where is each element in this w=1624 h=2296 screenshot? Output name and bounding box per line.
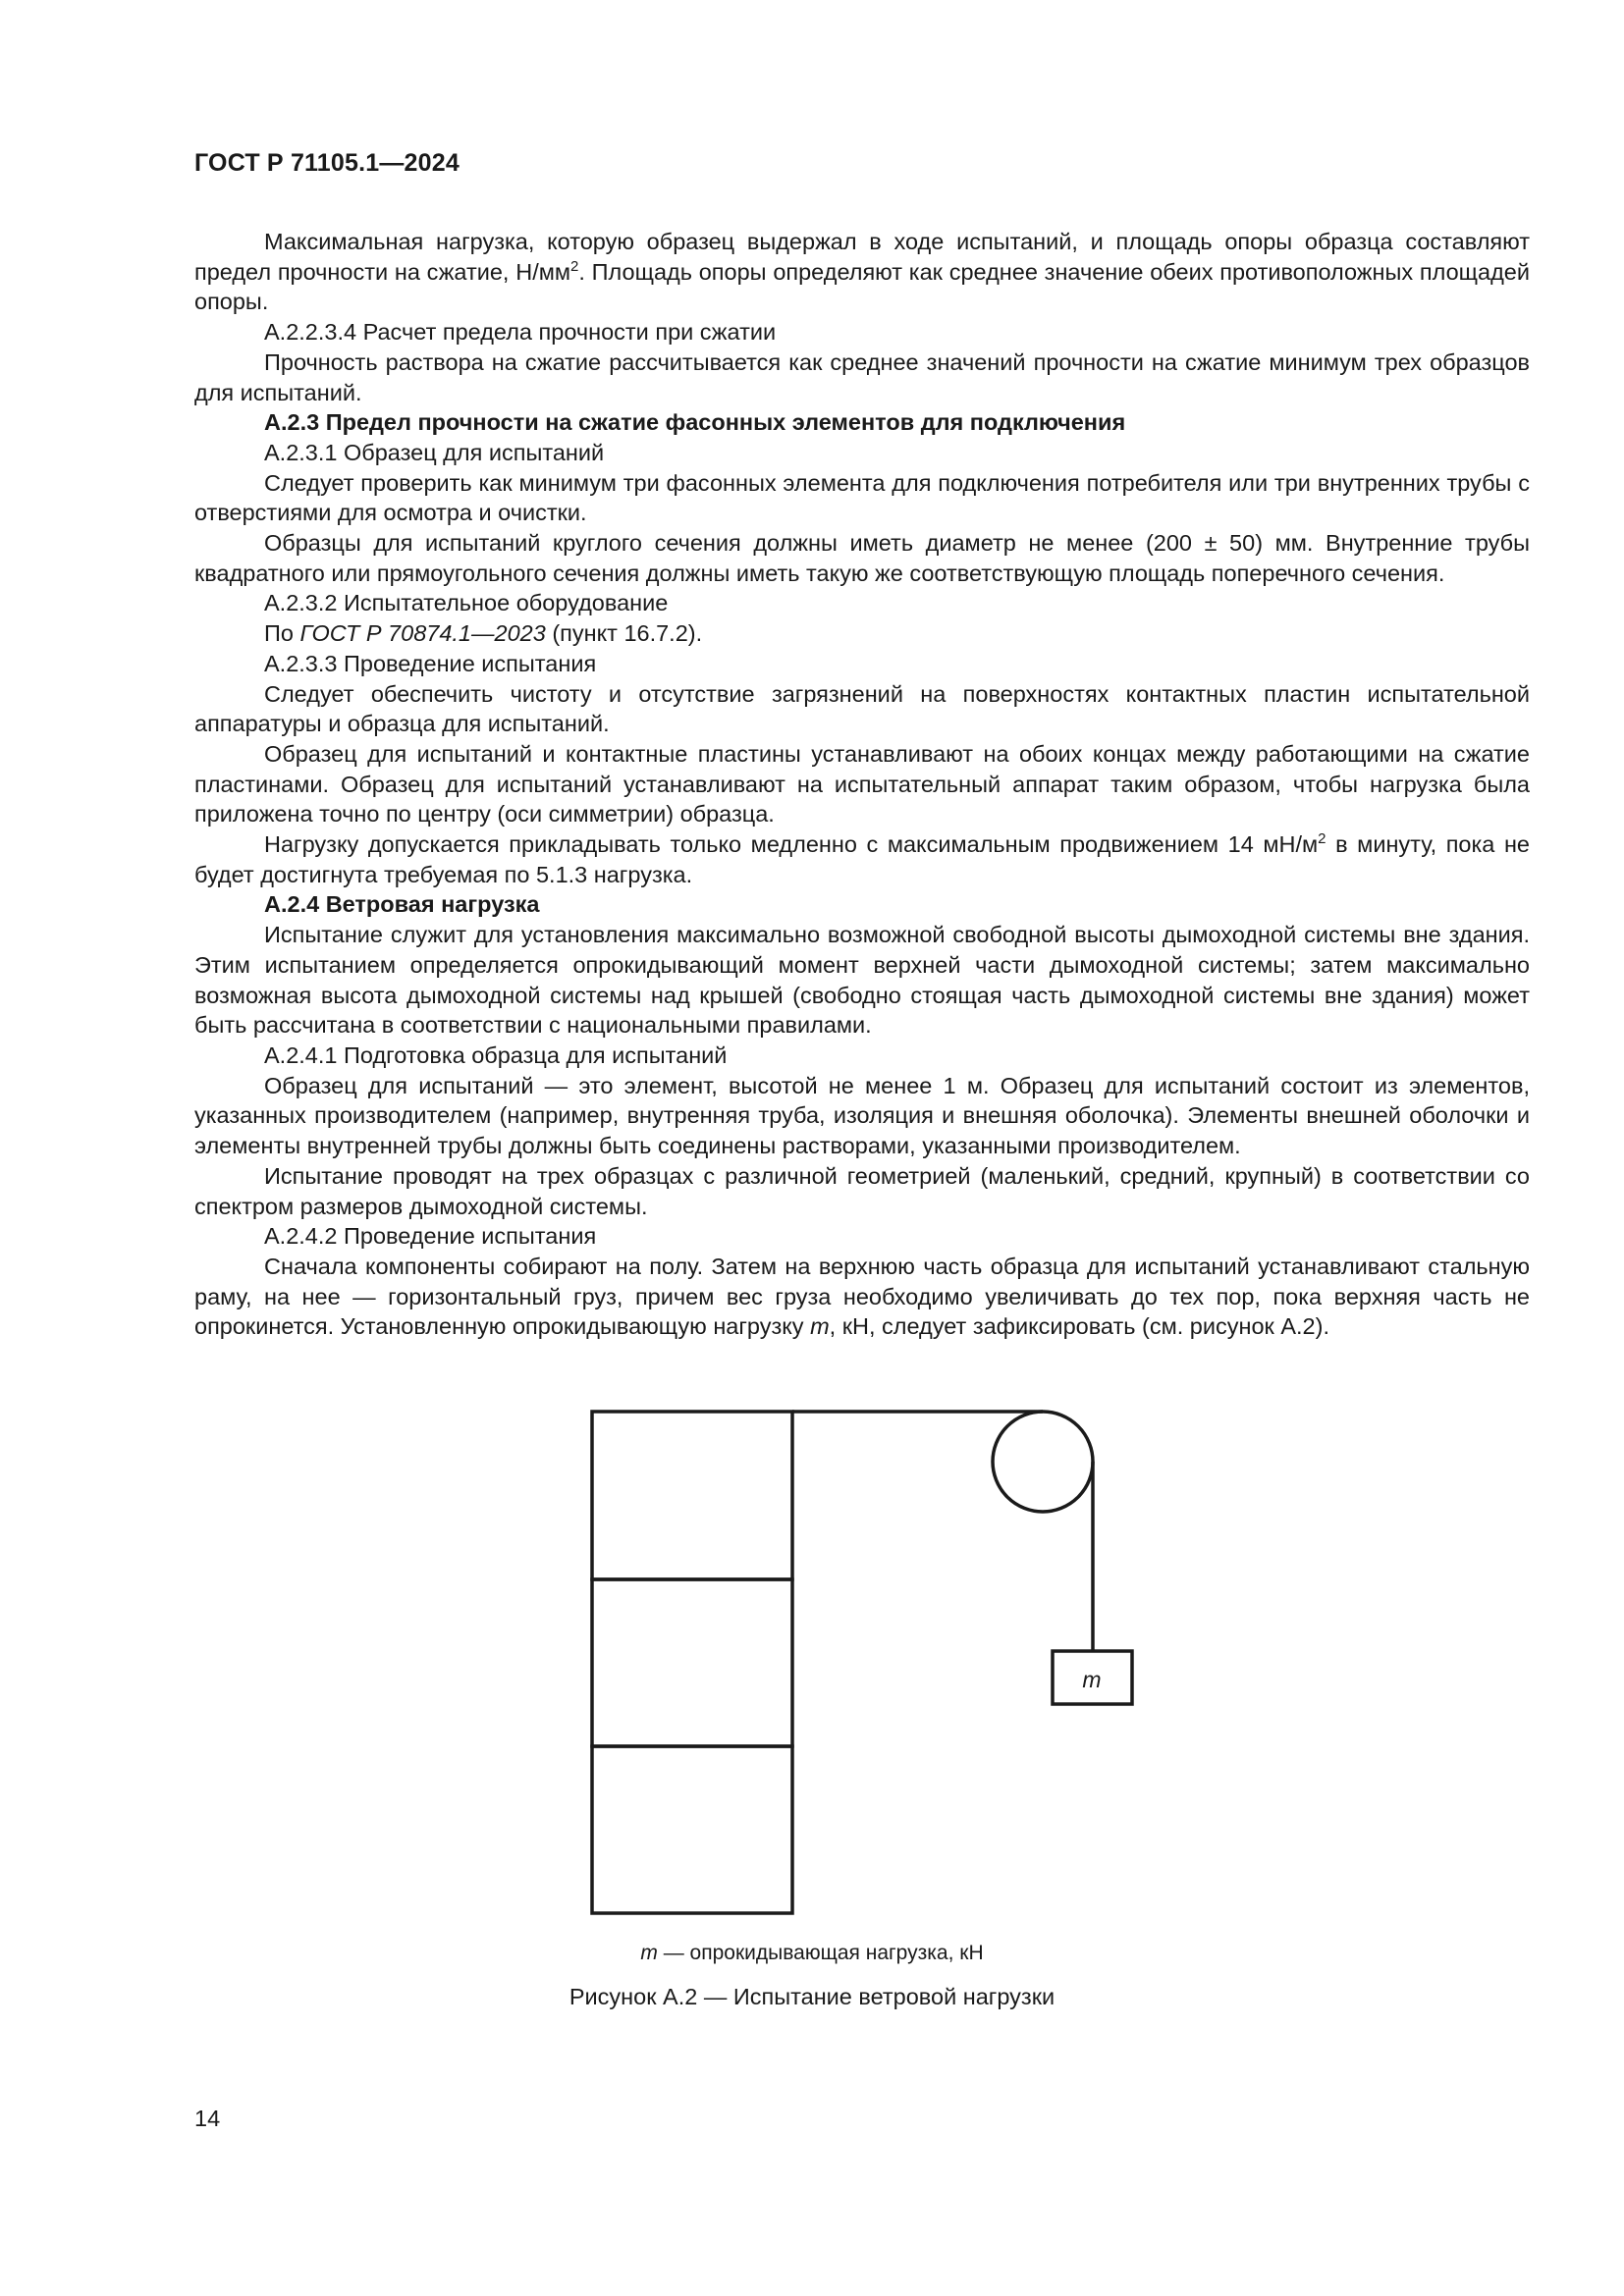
section-heading: А.2.4 Ветровая нагрузка bbox=[264, 891, 540, 918]
subsection-heading: А.2.4.2 Проведение испытания bbox=[264, 1223, 597, 1250]
pulley bbox=[993, 1412, 1093, 1512]
paragraph: Следует проверить как минимум три фасонных элемента для подключения потребителя или три внутренних трубы с отверстиями для осмотра и очистки. bbox=[194, 469, 1530, 526]
figure-legend: m — опрокидывающая нагрузка, кН bbox=[640, 1942, 984, 1964]
paragraph: По ГОСТ Р 70874.1—2023 (пункт 16.7.2). bbox=[264, 620, 703, 647]
chimney-segment-bottom bbox=[592, 1746, 792, 1913]
body-text bbox=[194, 227, 1530, 1342]
subsection-heading: А.2.3.3 Проведение испытания bbox=[264, 650, 597, 676]
figure-a2-diagram bbox=[579, 1392, 1149, 1947]
standard-reference: ГОСТ Р 70874.1—2023 bbox=[299, 620, 546, 647]
paragraph: Образец для испытаний и контактные пластины устанавливают на обоих концах между работающими на сжатие пластинами. Образец для испытаний устанавливают на испытательный аппарат таким образом, чтобы нагрузка была приложена точно по центру (оси симметрии) образца. bbox=[194, 740, 1530, 828]
symbol-m: m bbox=[810, 1313, 830, 1340]
chimney-segment-middle bbox=[592, 1579, 792, 1746]
subsection-heading: А.2.3.2 Испытательное оборудование bbox=[264, 590, 669, 616]
page-number: 14 bbox=[194, 2106, 221, 2131]
paragraph: Следует обеспечить чистоту и отсутствие загрязнений на поверхностях контактных пластин испытательной аппаратуры и образца для испытаний. bbox=[194, 680, 1530, 737]
paragraph: Нагрузку допускается прикладывать только медленно с максимальным продвижением 14 $мН/м^2$ в минуту, пока не будет достигнута требуемая по 5.1.3 нагрузка. bbox=[194, 830, 1530, 887]
figure-caption: Рисунок А.2 — Испытание ветровой нагрузки bbox=[568, 1984, 1056, 2009]
subsection-heading: А.2.2.3.4 Расчет предела прочности при сжатии bbox=[264, 319, 777, 346]
paragraph: Максимальная нагрузка, которую образец выдержал в ходе испытаний, и площадь опоры образца составляют предел прочности на сжатие, $Н/мм^2$. Площадь опоры определяют как среднее значение обеих противоположных площадей опоры. bbox=[194, 229, 1530, 315]
paragraph: Образцы для испытаний круглого сечения должны иметь диаметр не менее (200 ± 50) мм. Внутренние трубы квадратного или прямоугольного сечения должны иметь такую же соответствующую площадь поперечного сечения. bbox=[194, 530, 1530, 586]
subsection-heading: А.2.4.1 Подготовка образца для испытаний bbox=[264, 1041, 728, 1068]
paragraph: Прочность раствора на сжатие рассчитывается как среднее значений прочности на сжатие минимум трех образцов для испытаний. bbox=[194, 348, 1530, 405]
document-code-header: ГОСТ Р 71105.1—2024 bbox=[194, 149, 460, 177]
chimney-segment-top bbox=[592, 1412, 792, 1579]
section-heading: А.2.3 Предел прочности на сжатие фасонных элементов для подключения bbox=[264, 409, 1126, 436]
subsection-heading: А.2.3.1 Образец для испытаний bbox=[264, 439, 605, 465]
paragraph: Испытание служит для установления максимально возможной свободной высоты дымоходной системы вне здания. Этим испытанием определяется опрокидывающий момент верхней части дымоходной системы; затем максимально возможная высота дымоходной системы над крышей (свободно стоящая часть дымоходной системы вне здания) может быть рассчитана в соответствии с национальными правилами. bbox=[194, 922, 1530, 1039]
paragraph: Образец для испытаний — это элемент, высотой не менее 1 м. Образец для испытаний состоит из элементов, указанных производителем (например, внутренняя труба, изоляция и внешняя оболочка). Элементы внешней оболочки и элементы внутренней трубы должны быть соединены растворами, указанными производителем. bbox=[194, 1072, 1530, 1159]
paragraph: Сначала компоненты собирают на полу. Затем на верхнюю часть образца для испытаний устанавливают стальную раму, на нее — горизонтальный груз, причем вес груза необходимо увеличивать до тех пор, пока верхняя часть не опрокинется. Установленную опрокидывающую нагрузку m, кН, следует зафиксировать (см. рисунок А.2). bbox=[194, 1253, 1530, 1340]
weight-label: m bbox=[1082, 1667, 1102, 1692]
paragraph: Испытание проводят на трех образцах с различной геометрией (маленький, средний, крупный) в соответствии со спектром размеров дымоходной системы. bbox=[194, 1162, 1530, 1219]
